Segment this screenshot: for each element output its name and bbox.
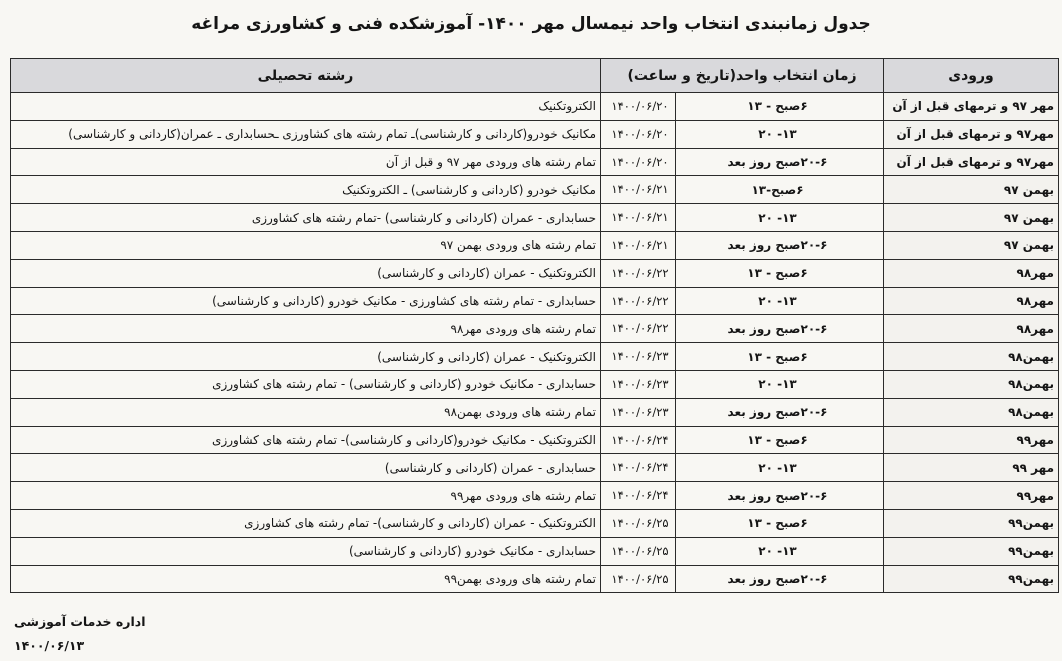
time-date: ۱۴۰۰/۰۶/۲۳ xyxy=(605,343,676,370)
time-date: ۱۴۰۰/۰۶/۲۵ xyxy=(605,510,676,537)
time-hours: ۱۳- ۲۰ xyxy=(758,544,797,559)
field-cell: تمام رشته های ورودی بهمن ۹۷ xyxy=(11,231,601,259)
time-cell xyxy=(601,537,884,565)
time-cell xyxy=(601,565,884,593)
time-cell-content xyxy=(605,176,879,203)
time-date: ۱۴۰۰/۰۶/۲۴ xyxy=(605,427,676,454)
field-cell: حسابداری - تمام رشته های کشاورزی - مکانیک خودرو (کاردانی و کارشناسی) xyxy=(11,287,601,315)
table-row xyxy=(11,120,1059,148)
time-cell-content xyxy=(605,566,879,593)
time-hours: ۱۳- ۲۰ xyxy=(758,210,797,225)
header-entry: ورودی xyxy=(884,59,1059,93)
time-cell-content xyxy=(605,427,879,454)
time-cell-content xyxy=(605,399,879,426)
time-cell xyxy=(601,120,884,148)
field-cell: مکانیک خودرو (کاردانی و کارشناسی) ـ الکتروتکنیک xyxy=(11,176,601,204)
time-cell xyxy=(601,148,884,176)
table-row xyxy=(11,482,1059,510)
time-cell xyxy=(601,259,884,287)
table-row xyxy=(11,287,1059,315)
time-date: ۱۴۰۰/۰۶/۲۲ xyxy=(605,288,676,315)
field-cell: مکانیک خودرو(کاردانی و کارشناسی)ـ تمام رشته های کشاورزی ـحسابداری ـ عمران(کاردانی و کارشناسی) xyxy=(11,120,601,148)
table-row xyxy=(11,565,1059,593)
time-date: ۱۴۰۰/۰۶/۲۳ xyxy=(605,399,676,426)
table-row xyxy=(11,370,1059,398)
field-cell: الکتروتکنیک - عمران (کاردانی و کارشناسی)- تمام رشته های کشاورزی xyxy=(11,509,601,537)
entry-cell: بهمن۹۹ xyxy=(884,565,1059,593)
time-cell-content xyxy=(605,121,879,148)
time-date: ۱۴۰۰/۰۶/۲۲ xyxy=(605,260,676,287)
entry-cell: بهمن۹۸ xyxy=(884,343,1059,371)
entry-cell: مهر ۹۹ xyxy=(884,454,1059,482)
time-hours: ۲۰-۶صبح روز بعد xyxy=(727,154,828,169)
entry-cell: مهر۹۷ و ترمهای قبل از آن xyxy=(884,120,1059,148)
entry-cell: مهر۹۷ و ترمهای قبل از آن xyxy=(884,148,1059,176)
field-cell: حسابداری - عمران (کاردانی و کارشناسی) xyxy=(11,454,601,482)
time-cell xyxy=(601,398,884,426)
time-hours: ۱۳- ۲۰ xyxy=(758,377,797,392)
entry-cell: مهر۹۹ xyxy=(884,426,1059,454)
field-cell: تمام رشته های ورودی مهر۹۹ xyxy=(11,482,601,510)
table-row xyxy=(11,259,1059,287)
time-cell xyxy=(601,454,884,482)
office-signature: اداره خدمات آموزشی xyxy=(14,614,146,629)
time-cell-content xyxy=(605,510,879,537)
table-row xyxy=(11,398,1059,426)
time-hours: ۶صبح - ۱۳ xyxy=(747,516,808,531)
field-cell: حسابداری - مکانیک خودرو (کاردانی و کارشناسی) - تمام رشته های کشاورزی xyxy=(11,370,601,398)
time-date: ۱۴۰۰/۰۶/۲۵ xyxy=(605,538,676,565)
table-row xyxy=(11,509,1059,537)
table-row xyxy=(11,426,1059,454)
time-cell-content xyxy=(605,343,879,370)
entry-cell: بهمن۹۹ xyxy=(884,537,1059,565)
document-title: جدول زمانبندی انتخاب واحد نیمسال مهر ۱۴۰۰- آموزشکده فنی و کشاورزی مراغه xyxy=(191,14,871,34)
table-header-row xyxy=(11,59,1059,93)
time-hours: ۱۳- ۲۰ xyxy=(758,127,797,142)
table-row xyxy=(11,315,1059,343)
entry-cell: بهمن ۹۷ xyxy=(884,204,1059,232)
time-hours: ۲۰-۶صبح روز بعد xyxy=(727,488,828,503)
entry-cell: مهر۹۸ xyxy=(884,287,1059,315)
time-cell xyxy=(601,204,884,232)
entry-cell: مهر ۹۷ و ترمهای قبل از آن xyxy=(884,93,1059,121)
time-hours: ۶صبح - ۱۳ xyxy=(747,432,808,447)
entry-cell: بهمن۹۸ xyxy=(884,398,1059,426)
field-cell: حسابداری - مکانیک خودرو (کاردانی و کارشناسی) xyxy=(11,537,601,565)
table-row xyxy=(11,454,1059,482)
time-date: ۱۴۰۰/۰۶/۲۰ xyxy=(605,121,676,148)
field-cell: الکتروتکنیک xyxy=(11,93,601,121)
field-cell: الکتروتکنیک - مکانیک خودرو(کاردانی و کارشناسی)- تمام رشته های کشاورزی xyxy=(11,426,601,454)
time-hours: ۲۰-۶صبح روز بعد xyxy=(727,321,828,336)
time-cell xyxy=(601,176,884,204)
time-cell-content xyxy=(605,371,879,398)
table-row xyxy=(11,176,1059,204)
time-cell xyxy=(601,426,884,454)
time-date: ۱۴۰۰/۰۶/۲۱ xyxy=(605,176,676,203)
time-cell-content xyxy=(605,482,879,509)
time-hours: ۲۰-۶صبح روز بعد xyxy=(727,238,828,253)
header-time: زمان انتخاب واحد(تاریخ و ساعت) xyxy=(601,59,884,93)
time-cell-content xyxy=(605,149,879,176)
field-cell: الکتروتکنیک - عمران (کاردانی و کارشناسی) xyxy=(11,343,601,371)
field-cell: تمام رشته های ورودی مهر ۹۷ و قبل از آن xyxy=(11,148,601,176)
entry-cell: مهر۹۸ xyxy=(884,315,1059,343)
time-hours: ۲۰-۶صبح روز بعد xyxy=(727,405,828,420)
time-cell-content xyxy=(605,260,879,287)
time-cell xyxy=(601,93,884,121)
time-hours: ۶صبح - ۱۳ xyxy=(747,349,808,364)
time-cell-content xyxy=(605,538,879,565)
time-cell xyxy=(601,482,884,510)
entry-cell: مهر۹۸ xyxy=(884,259,1059,287)
time-hours: ۱۳- ۲۰ xyxy=(758,293,797,308)
table-row xyxy=(11,343,1059,371)
time-date: ۱۴۰۰/۰۶/۲۴ xyxy=(605,482,676,509)
time-date: ۱۴۰۰/۰۶/۲۱ xyxy=(605,232,676,259)
time-date: ۱۴۰۰/۰۶/۲۴ xyxy=(605,454,676,481)
table-row xyxy=(11,537,1059,565)
time-cell xyxy=(601,315,884,343)
table-row xyxy=(11,148,1059,176)
time-date: ۱۴۰۰/۰۶/۲۰ xyxy=(605,93,676,120)
entry-cell: بهمن ۹۷ xyxy=(884,231,1059,259)
field-cell: حسابداری - عمران (کاردانی و کارشناسی) -تمام رشته های کشاورزی xyxy=(11,204,601,232)
time-hours: ۶صبح - ۱۳ xyxy=(747,266,808,281)
time-hours: ۶صبح - ۱۳ xyxy=(747,99,808,114)
time-cell-content xyxy=(605,93,879,120)
time-cell xyxy=(601,370,884,398)
time-cell xyxy=(601,231,884,259)
table-row xyxy=(11,231,1059,259)
time-cell xyxy=(601,343,884,371)
time-date: ۱۴۰۰/۰۶/۲۵ xyxy=(605,566,676,593)
entry-cell: مهر۹۹ xyxy=(884,482,1059,510)
time-cell xyxy=(601,509,884,537)
time-date: ۱۴۰۰/۰۶/۲۰ xyxy=(605,149,676,176)
entry-cell: بهمن۹۹ xyxy=(884,509,1059,537)
entry-cell: بهمن ۹۷ xyxy=(884,176,1059,204)
table-row xyxy=(11,204,1059,232)
entry-cell: بهمن۹۸ xyxy=(884,370,1059,398)
field-cell: الکتروتکنیک - عمران (کاردانی و کارشناسی) xyxy=(11,259,601,287)
header-field: رشته تحصیلی xyxy=(11,59,601,93)
table-row xyxy=(11,93,1059,121)
time-cell xyxy=(601,287,884,315)
time-cell-content xyxy=(605,315,879,342)
time-date: ۱۴۰۰/۰۶/۲۲ xyxy=(605,315,676,342)
field-cell: تمام رشته های ورودی بهمن۹۸ xyxy=(11,398,601,426)
time-cell-content xyxy=(605,288,879,315)
time-cell-content xyxy=(605,204,879,231)
time-hours: ۱۳- ۲۰ xyxy=(758,460,797,475)
time-hours: ۲۰-۶صبح روز بعد xyxy=(727,571,828,586)
table-body xyxy=(11,93,1059,593)
time-cell-content xyxy=(605,232,879,259)
field-cell: تمام رشته های ورودی مهر۹۸ xyxy=(11,315,601,343)
signature-date: ۱۴۰۰/۰۶/۱۳ xyxy=(14,638,85,653)
schedule-table xyxy=(10,58,1059,593)
time-cell-content xyxy=(605,454,879,481)
time-hours: ۶صبح-۱۳ xyxy=(751,182,804,197)
field-cell: تمام رشته های ورودی بهمن۹۹ xyxy=(11,565,601,593)
time-date: ۱۴۰۰/۰۶/۲۱ xyxy=(605,204,676,231)
time-date: ۱۴۰۰/۰۶/۲۳ xyxy=(605,371,676,398)
